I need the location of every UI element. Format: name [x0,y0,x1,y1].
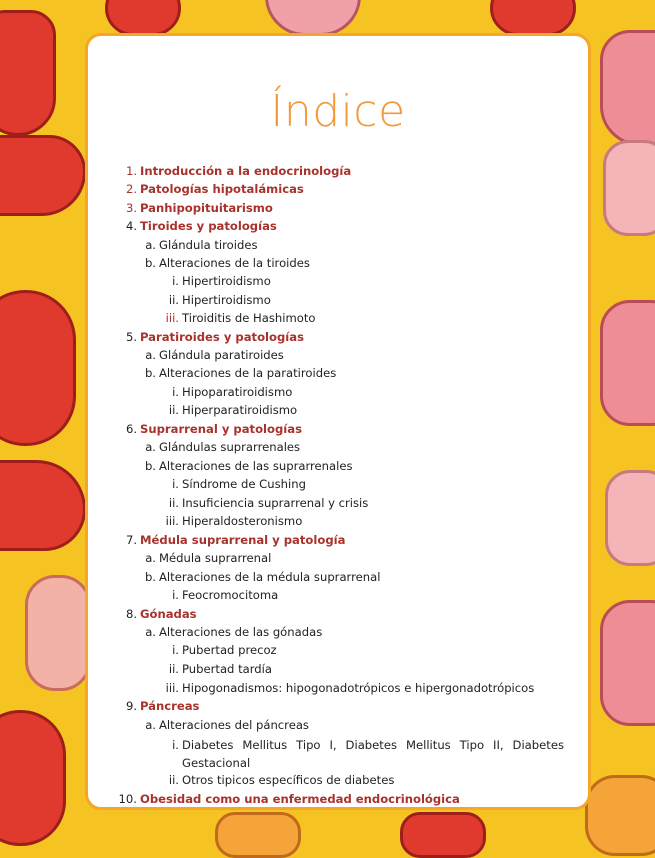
toc-entry-label: Alteraciones de las gónadas [159,625,323,639]
toc-entry-label: Feocromocitoma [182,588,279,602]
toc-entry-label: Síndrome de Cushing [182,477,306,491]
toc-entry[interactable] [107,699,199,713]
toc-entry[interactable] [107,792,460,806]
toc-entry[interactable] [126,551,271,565]
toc-entry-number: a. [145,625,156,639]
toc-entry[interactable] [149,643,277,657]
toc-entry-number: i. [172,643,179,657]
toc-entry[interactable] [126,625,322,639]
toc-entry-label: Gónadas [140,607,197,621]
toc-entry-label: Alteraciones de las suprarrenales [159,459,353,473]
heart-illustration-top-right [490,0,576,36]
toc-entry-label: Alteraciones de la paratiroides [159,366,337,380]
toc-entry[interactable] [107,607,197,621]
toc-entry-label: Páncreas [140,699,200,713]
toc-entry-number: i. [172,385,179,399]
thyroid-illustration-right-low [605,470,655,566]
kidney-illustration-left-mid [0,290,76,446]
toc-entry[interactable] [107,164,351,178]
liver-illustration-left-low [0,460,86,551]
toc-entry-number: 6. [125,422,137,436]
toc-entry[interactable] [149,293,271,307]
toc-entry-label: Glándula tiroides [159,238,258,252]
toc-entry-number: 3. [125,201,137,215]
toc-entry-number: a. [145,238,156,252]
toc-entry-label: Obesidad como una enfermedad endocrinológica [140,792,460,806]
heart-illustration-bottom [400,812,486,858]
toc-entry-label: Patologías hipotalámicas [140,182,304,196]
toc-entry[interactable] [107,330,304,344]
uterus-illustration-right [600,30,655,146]
toc-entry-label: Glándula paratiroides [159,348,284,362]
toc-entry[interactable] [126,459,353,473]
toc-entry-number: b. [144,366,156,380]
toc-entry[interactable] [107,201,273,215]
toc-entry-label: Panhipopituitarismo [140,201,273,215]
toc-entry-label: Hipertiroidismo [182,293,271,307]
toc-entry[interactable] [149,588,278,602]
toc-entry[interactable] [149,311,315,325]
toc-entry[interactable] [149,274,271,288]
toc-entry-label: Hipogonadismos: hipogonadotrópicos e hipergonadotrópicos [182,681,535,695]
pancreas-illustration-bottom [215,812,301,858]
toc-entry-number: i. [172,477,179,491]
toc-entry-number: a. [145,348,156,362]
toc-entry-label: Hiperparatiroidismo [182,403,298,417]
toc-entry-label: Otros tipicos específicos de diabetes [182,773,395,787]
toc-entry-number: a. [145,551,156,565]
uterus-illustration-right-low [600,600,655,726]
page-title: Índice [270,86,406,137]
toc-entry-number: 5. [125,330,137,344]
toc-entry-number: ii. [168,403,179,417]
toc-entry[interactable] [149,773,394,787]
toc-entry-number: ii. [168,773,179,787]
toc-entry-number: 2. [125,182,137,196]
toc-entry-label: Tiroiditis de Hashimoto [182,311,316,325]
toc-entry[interactable] [149,385,292,399]
toc-entry-label: Diabetes Mellitus Tipo I, Diabetes Mellitus Tipo II, Diabetes Gestacional [182,738,564,770]
toc-entry-label: Tiroides y patologías [140,219,277,233]
toc-entry-label: Pubertad tardía [182,662,272,676]
toc-entry-number: b. [144,459,156,473]
toc-entry-number: 10. [118,792,137,806]
toc-entry-number: b. [144,256,156,270]
index-card [85,33,591,810]
toc-entry-label: Hipoparatiroidismo [182,385,293,399]
uterus-illustration-right-mid [600,300,655,426]
kidney-illustration-left-top [0,10,56,136]
toc-entry-label: Insuficiencia suprarrenal y crisis [182,496,369,510]
toc-entry-number: a. [145,440,156,454]
toc-entry-number: ii. [168,496,179,510]
toc-entry[interactable] [149,496,368,510]
toc-entry[interactable] [126,440,300,454]
toc-entry-number: iii. [165,311,179,325]
uterus-illustration-top [265,0,361,36]
toc-entry-label: Paratiroides y patologías [140,330,304,344]
toc-entry[interactable] [126,238,258,252]
toc-entry[interactable] [149,514,302,528]
toc-entry-label: Alteraciones de la tiroides [159,256,310,270]
toc-entry-number: 8. [125,607,137,621]
toc-entry-number: ii. [168,293,179,307]
toc-entry[interactable] [107,219,277,233]
heart-illustration-top [105,0,181,36]
toc-entry-number: i. [172,738,179,752]
toc-entry-number: 4. [125,219,137,233]
toc-entry-label: Suprarrenal y patologías [140,422,302,436]
thyroid-illustration-right [603,140,655,236]
toc-entry[interactable] [126,256,310,270]
toc-entry[interactable] [126,570,380,584]
toc-entry[interactable] [149,736,564,772]
toc-entry-label: Glándulas suprarrenales [159,440,301,454]
toc-entry[interactable] [149,477,306,491]
liver-illustration-left [0,135,86,216]
toc-entry-number: ii. [168,662,179,676]
toc-entry-number: iii. [165,681,179,695]
toc-entry-number: 7. [125,533,137,547]
toc-entry-number: iii. [165,514,179,528]
toc-entry-label: Médula suprarrenal y patología [140,533,346,547]
pancreas-illustration-bottom-right [585,775,655,856]
toc-entry-label: Pubertad precoz [182,643,277,657]
toc-entry-label: Introducción a la endocrinología [140,164,352,178]
toc-entry[interactable] [126,366,336,380]
testis-illustration [25,575,91,691]
toc-entry[interactable] [107,422,302,436]
toc-entry-number: 9. [125,699,137,713]
toc-entry-label: Médula suprarrenal [159,551,272,565]
toc-entry[interactable] [126,348,284,362]
toc-entry[interactable] [126,718,309,732]
toc-entry-label: Alteraciones del páncreas [159,718,309,732]
toc-entry-number: i. [172,274,179,288]
toc-entry[interactable] [149,681,534,695]
toc-entry[interactable] [149,662,272,676]
toc-entry-label: Alteraciones de la médula suprarrenal [159,570,381,584]
toc-entry[interactable] [107,533,345,547]
kidney-illustration-left-bottom [0,710,66,846]
toc-entry-label: Hipertiroidismo [182,274,271,288]
toc-entry-number: 1. [125,164,137,178]
toc-entry-number: b. [144,570,156,584]
toc-entry[interactable] [149,403,297,417]
toc-entry-number: i. [172,588,179,602]
toc-entry[interactable] [107,182,304,196]
toc-entry-number: a. [145,718,156,732]
toc-entry-label: Hiperaldosteronismo [182,514,303,528]
